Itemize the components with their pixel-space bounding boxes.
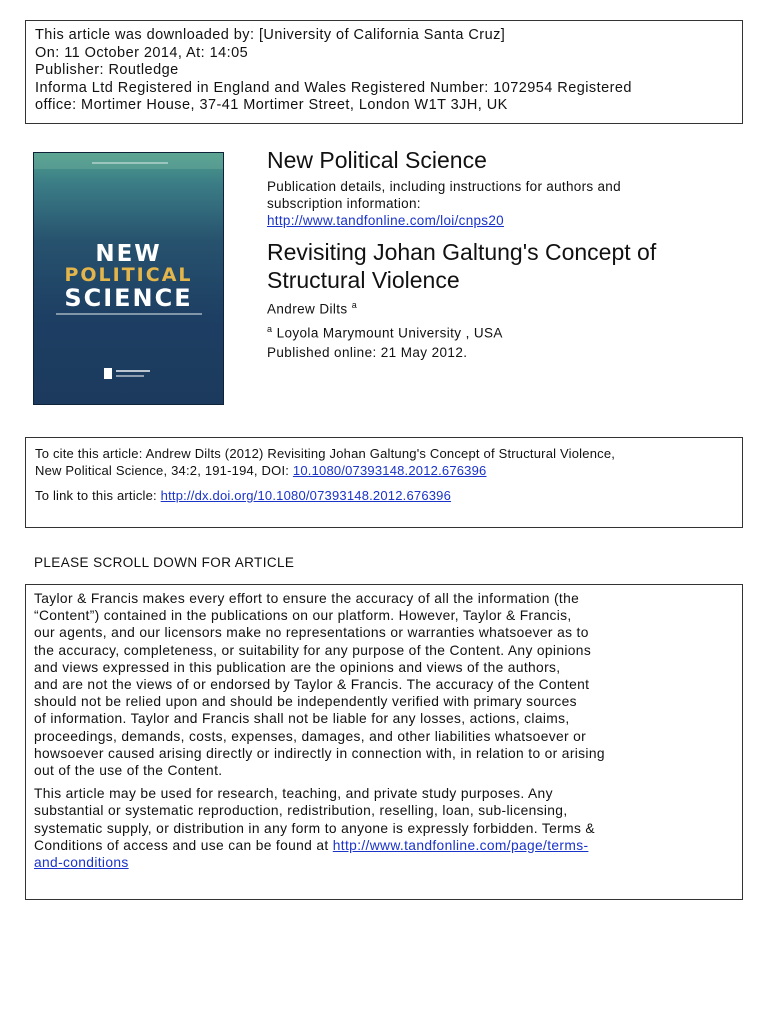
article-title [267, 238, 656, 294]
disclaimer-line: and views expressed in this publication are the opinions and views of the authors, [34, 659, 561, 675]
disclaimer-line: the accuracy, completeness, or suitability for any purpose of the Content. Any opinions [34, 642, 592, 658]
affiliation-mark: a [267, 324, 273, 334]
article-link-row [35, 487, 742, 504]
download-notice-line: On: 11 October 2014, At: 14:05 [35, 44, 249, 61]
terms-url-link[interactable]: http://www.tandfonline.com/page/terms- [332, 837, 589, 853]
terms-line: substantial or systematic reproduction, redistribution, reselling, loan, sub-licensing, [34, 803, 568, 819]
disclaimer-line: proceedings, demands, costs, expenses, damages, and other liabilities whatsoever or [34, 728, 587, 744]
publication-details [267, 178, 621, 229]
author-name [267, 300, 357, 317]
affiliation-text: Loyola Marymount University , USA [276, 325, 503, 341]
article-doi-url-link[interactable]: http://dx.doi.org/10.1080/07393148.2012.676396 [160, 488, 452, 503]
published-date: Published online: 21 May 2012. [267, 344, 468, 360]
download-notice-line: Informa Ltd Registered in England and Wales Registered Number: 1072954 Registered [35, 79, 632, 96]
article-link-label: To link to this article: [35, 488, 161, 503]
cover-top-strip [34, 153, 223, 169]
download-notice-line: Publisher: Routledge [35, 62, 179, 78]
disclaimer-line: and are not the views of or endorsed by Taylor & Francis. The accuracy of the Content [34, 677, 590, 693]
terms-url-link-continued[interactable]: and-conditions [34, 855, 129, 871]
journal-title: New Political Science [267, 147, 487, 173]
disclaimer-line: out of the use of the Content. [34, 763, 223, 779]
affiliation-line [267, 320, 503, 343]
author-affiliation-mark: a [351, 300, 358, 310]
terms-line [34, 837, 742, 854]
scroll-notice: PLEASE SCROLL DOWN FOR ARTICLE [34, 555, 295, 570]
cover-word: SCIENCE [64, 284, 193, 312]
publisher-logo [104, 368, 154, 379]
journal-url-link[interactable]: http://www.tandfonline.com/loi/cnps20 [267, 213, 504, 228]
cover-subtitle-mark [56, 313, 202, 315]
disclaimer-line: Taylor & Francis makes every effort to ensure the accuracy of all the information (the [34, 591, 580, 606]
download-notice-box [25, 20, 743, 124]
article-title-line: Structural Violence [267, 267, 460, 293]
terms-line [34, 854, 742, 871]
download-notice-line: office: Mortimer House, 37-41 Mortimer Street, London W1T 3JH, UK [35, 97, 508, 113]
terms-prefix: Conditions of access and use can be found at [34, 837, 333, 853]
cover-word: NEW [95, 241, 162, 267]
download-notice-line: This article was downloaded by: [University of California Santa Cruz] [35, 27, 506, 43]
publication-details-line: subscription information: [267, 196, 421, 211]
journal-cover-image [33, 152, 224, 405]
affiliation-block [267, 320, 503, 362]
cover-word: POLITICAL [64, 264, 193, 286]
disclaimer-line: “Content”) contained in the publications on our platform. However, Taylor & Francis, [34, 608, 572, 624]
disclaimer-line: our agents, and our licensors make no representations or warranties whatsoever as to [34, 625, 589, 641]
publication-details-line: Publication details, including instructions for authors and [267, 179, 621, 194]
doi-link[interactable]: 10.1080/07393148.2012.676396 [292, 463, 487, 478]
article-title-line: Revisiting Johan Galtung's Concept of [267, 239, 657, 265]
disclaimer-line: of information. Taylor and Francis shall not be liable for any losses, actions, claims, [34, 711, 570, 727]
terms-line: This article may be used for research, teaching, and private study purposes. Any [34, 786, 553, 802]
author-text: Andrew Dilts [267, 301, 348, 317]
disclaimer-paragraph [34, 590, 742, 779]
disclaimer-box [25, 584, 743, 900]
terms-line: systematic supply, or distribution in any form to anyone is expressly forbidden. Terms & [34, 820, 595, 836]
citation-box [25, 437, 743, 528]
terms-paragraph [34, 785, 742, 871]
citation-line [35, 462, 742, 479]
disclaimer-line: should not be relied upon and should be independently verified with primary sources [34, 694, 577, 710]
citation-prefix: New Political Science, 34:2, 191-194, DOI: [35, 463, 293, 478]
citation-line: To cite this article: Andrew Dilts (2012) Revisiting Johan Galtung's Concept of Structural Violence, [35, 446, 616, 461]
disclaimer-line: howsoever caused arising directly or indirectly in connection with, in relation to or arising [34, 745, 605, 761]
